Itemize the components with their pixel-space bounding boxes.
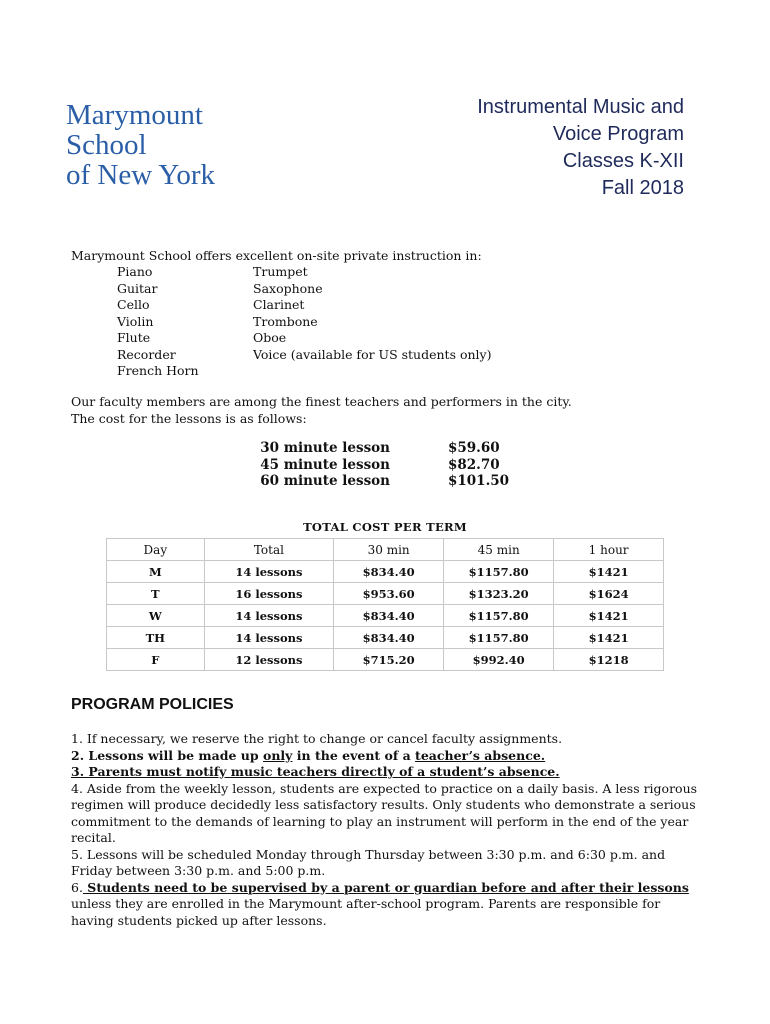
price-amount: $59.60	[448, 440, 500, 456]
table-row	[107, 561, 664, 583]
instrument-item: Cello	[117, 297, 150, 312]
cell-total: 16 lessons	[204, 583, 334, 605]
policies-heading: PROGRAM POLICIES	[71, 696, 234, 713]
price-label: 30 minute lesson	[260, 440, 390, 456]
instrument-item: Flute	[117, 330, 151, 345]
cell-30min: $834.40	[334, 561, 444, 583]
header-1hour: 1 hour	[554, 539, 664, 561]
policy-2-part: in the event of a	[292, 747, 416, 763]
price-row	[260, 440, 520, 457]
table-header-row	[107, 539, 664, 561]
policy-4: 4. Aside from the weekly lesson, students are expected to practice on a daily basis. A less rigorous regimen will produce decidedly less satisfactory results. Only students who demonstrate a serious commitment to the demands of learning to play an instrument will perform in the end of the year recital.	[71, 780, 698, 845]
instrument-item: French Horn	[117, 363, 199, 378]
cell-45min: $1157.80	[444, 627, 554, 649]
cell-30min: $953.60	[334, 583, 444, 605]
header-30min: 30 min	[334, 539, 444, 561]
policy-5: 5. Lessons will be scheduled Monday through Thursday between 3:30 p.m. and 6:30 p.m. and Friday between 3:30 p.m. and 5:00 p.m.	[71, 846, 666, 878]
title-line-1: Instrumental Music and	[477, 96, 684, 118]
header-total: Total	[204, 539, 334, 561]
policy-6-part: unless they are enrolled in the Marymount after-school program. Parents are responsible for having students picked up after lessons.	[71, 896, 661, 928]
cell-day: T	[107, 583, 205, 605]
instrument-item: Trombone	[253, 313, 318, 329]
price-row	[260, 473, 520, 490]
title-line-4: Fall 2018	[601, 177, 684, 199]
logo-line-3: of New York	[66, 159, 216, 191]
cell-1hour: $1421	[554, 627, 664, 649]
policy-6-part: 6.	[71, 879, 83, 895]
cell-30min: $834.40	[334, 605, 444, 627]
faculty-line-2: The cost for the lessons is as follows:	[71, 410, 307, 426]
cell-total: 14 lessons	[204, 627, 334, 649]
title-line-2: Voice Program	[552, 123, 684, 145]
table-row	[107, 605, 664, 627]
instrument-item: Recorder	[117, 346, 176, 362]
cost-table-title: TOTAL COST PER TERM	[303, 520, 467, 534]
cell-45min: $1323.20	[444, 583, 554, 605]
cell-1hour: $1421	[554, 561, 664, 583]
header-day: Day	[107, 539, 205, 561]
intro-text: Marymount School offers excellent on-site private instruction in:	[71, 248, 482, 263]
faculty-text	[71, 394, 691, 427]
instrument-item: Trumpet	[253, 264, 308, 279]
cell-total: 14 lessons	[204, 605, 334, 627]
school-logo	[66, 100, 215, 190]
policy-2-part: 2. Lessons will be made up	[71, 747, 263, 763]
policy-2-part: teacher’s absence.	[415, 747, 546, 763]
document-title	[477, 94, 684, 202]
cell-45min: $992.40	[444, 649, 554, 671]
instrument-item: Voice (available for US students only)	[253, 346, 492, 362]
instrument-item: Saxophone	[253, 280, 323, 296]
policy-3: 3. Parents must notify music teachers directly of a student’s absence.	[71, 764, 560, 779]
table-row	[107, 627, 664, 649]
cell-day: W	[107, 605, 205, 627]
cell-day: M	[107, 561, 205, 583]
policy-6-part: Students need to be supervised by a parent or guardian before and after their lessons	[82, 879, 689, 895]
cell-1hour: $1421	[554, 605, 664, 627]
logo-line-1: Marymount	[66, 99, 203, 131]
price-label: 60 minute lesson	[260, 473, 390, 489]
table-row	[107, 583, 664, 605]
price-label: 45 minute lesson	[260, 456, 390, 473]
cell-day: F	[107, 649, 205, 671]
instrument-item: Oboe	[253, 330, 287, 345]
table-row	[107, 649, 664, 671]
price-amount: $101.50	[448, 473, 510, 489]
faculty-line-1: Our faculty members are among the finest teachers and performers in the city.	[71, 394, 572, 409]
price-amount: $82.70	[448, 456, 500, 473]
policy-6	[71, 880, 701, 930]
policy-2	[71, 748, 701, 765]
cell-30min: $715.20	[334, 649, 444, 671]
policies-list	[71, 731, 701, 929]
cell-45min: $1157.80	[444, 605, 554, 627]
cell-total: 12 lessons	[204, 649, 334, 671]
instrument-item: Guitar	[117, 280, 158, 296]
cell-1hour: $1624	[554, 583, 664, 605]
cell-day: TH	[107, 627, 205, 649]
policy-1: 1. If necessary, we reserve the right to change or cancel faculty assignments.	[71, 731, 563, 746]
instrument-column-1	[117, 264, 199, 380]
policy-2-part: only	[263, 747, 293, 763]
instrument-item: Clarinet	[253, 297, 305, 312]
instrument-item: Violin	[117, 313, 154, 329]
cell-45min: $1157.80	[444, 561, 554, 583]
header-45min: 45 min	[444, 539, 554, 561]
cell-total: 14 lessons	[204, 561, 334, 583]
price-row	[260, 457, 520, 474]
title-line-3: Classes K-XII	[562, 150, 684, 172]
cell-30min: $834.40	[334, 627, 444, 649]
instrument-item: Piano	[117, 264, 153, 279]
logo-line-2: School	[66, 129, 147, 161]
cost-table	[106, 538, 664, 671]
instrument-column-2	[253, 264, 491, 363]
cell-1hour: $1218	[554, 649, 664, 671]
lesson-price-list	[260, 440, 520, 490]
